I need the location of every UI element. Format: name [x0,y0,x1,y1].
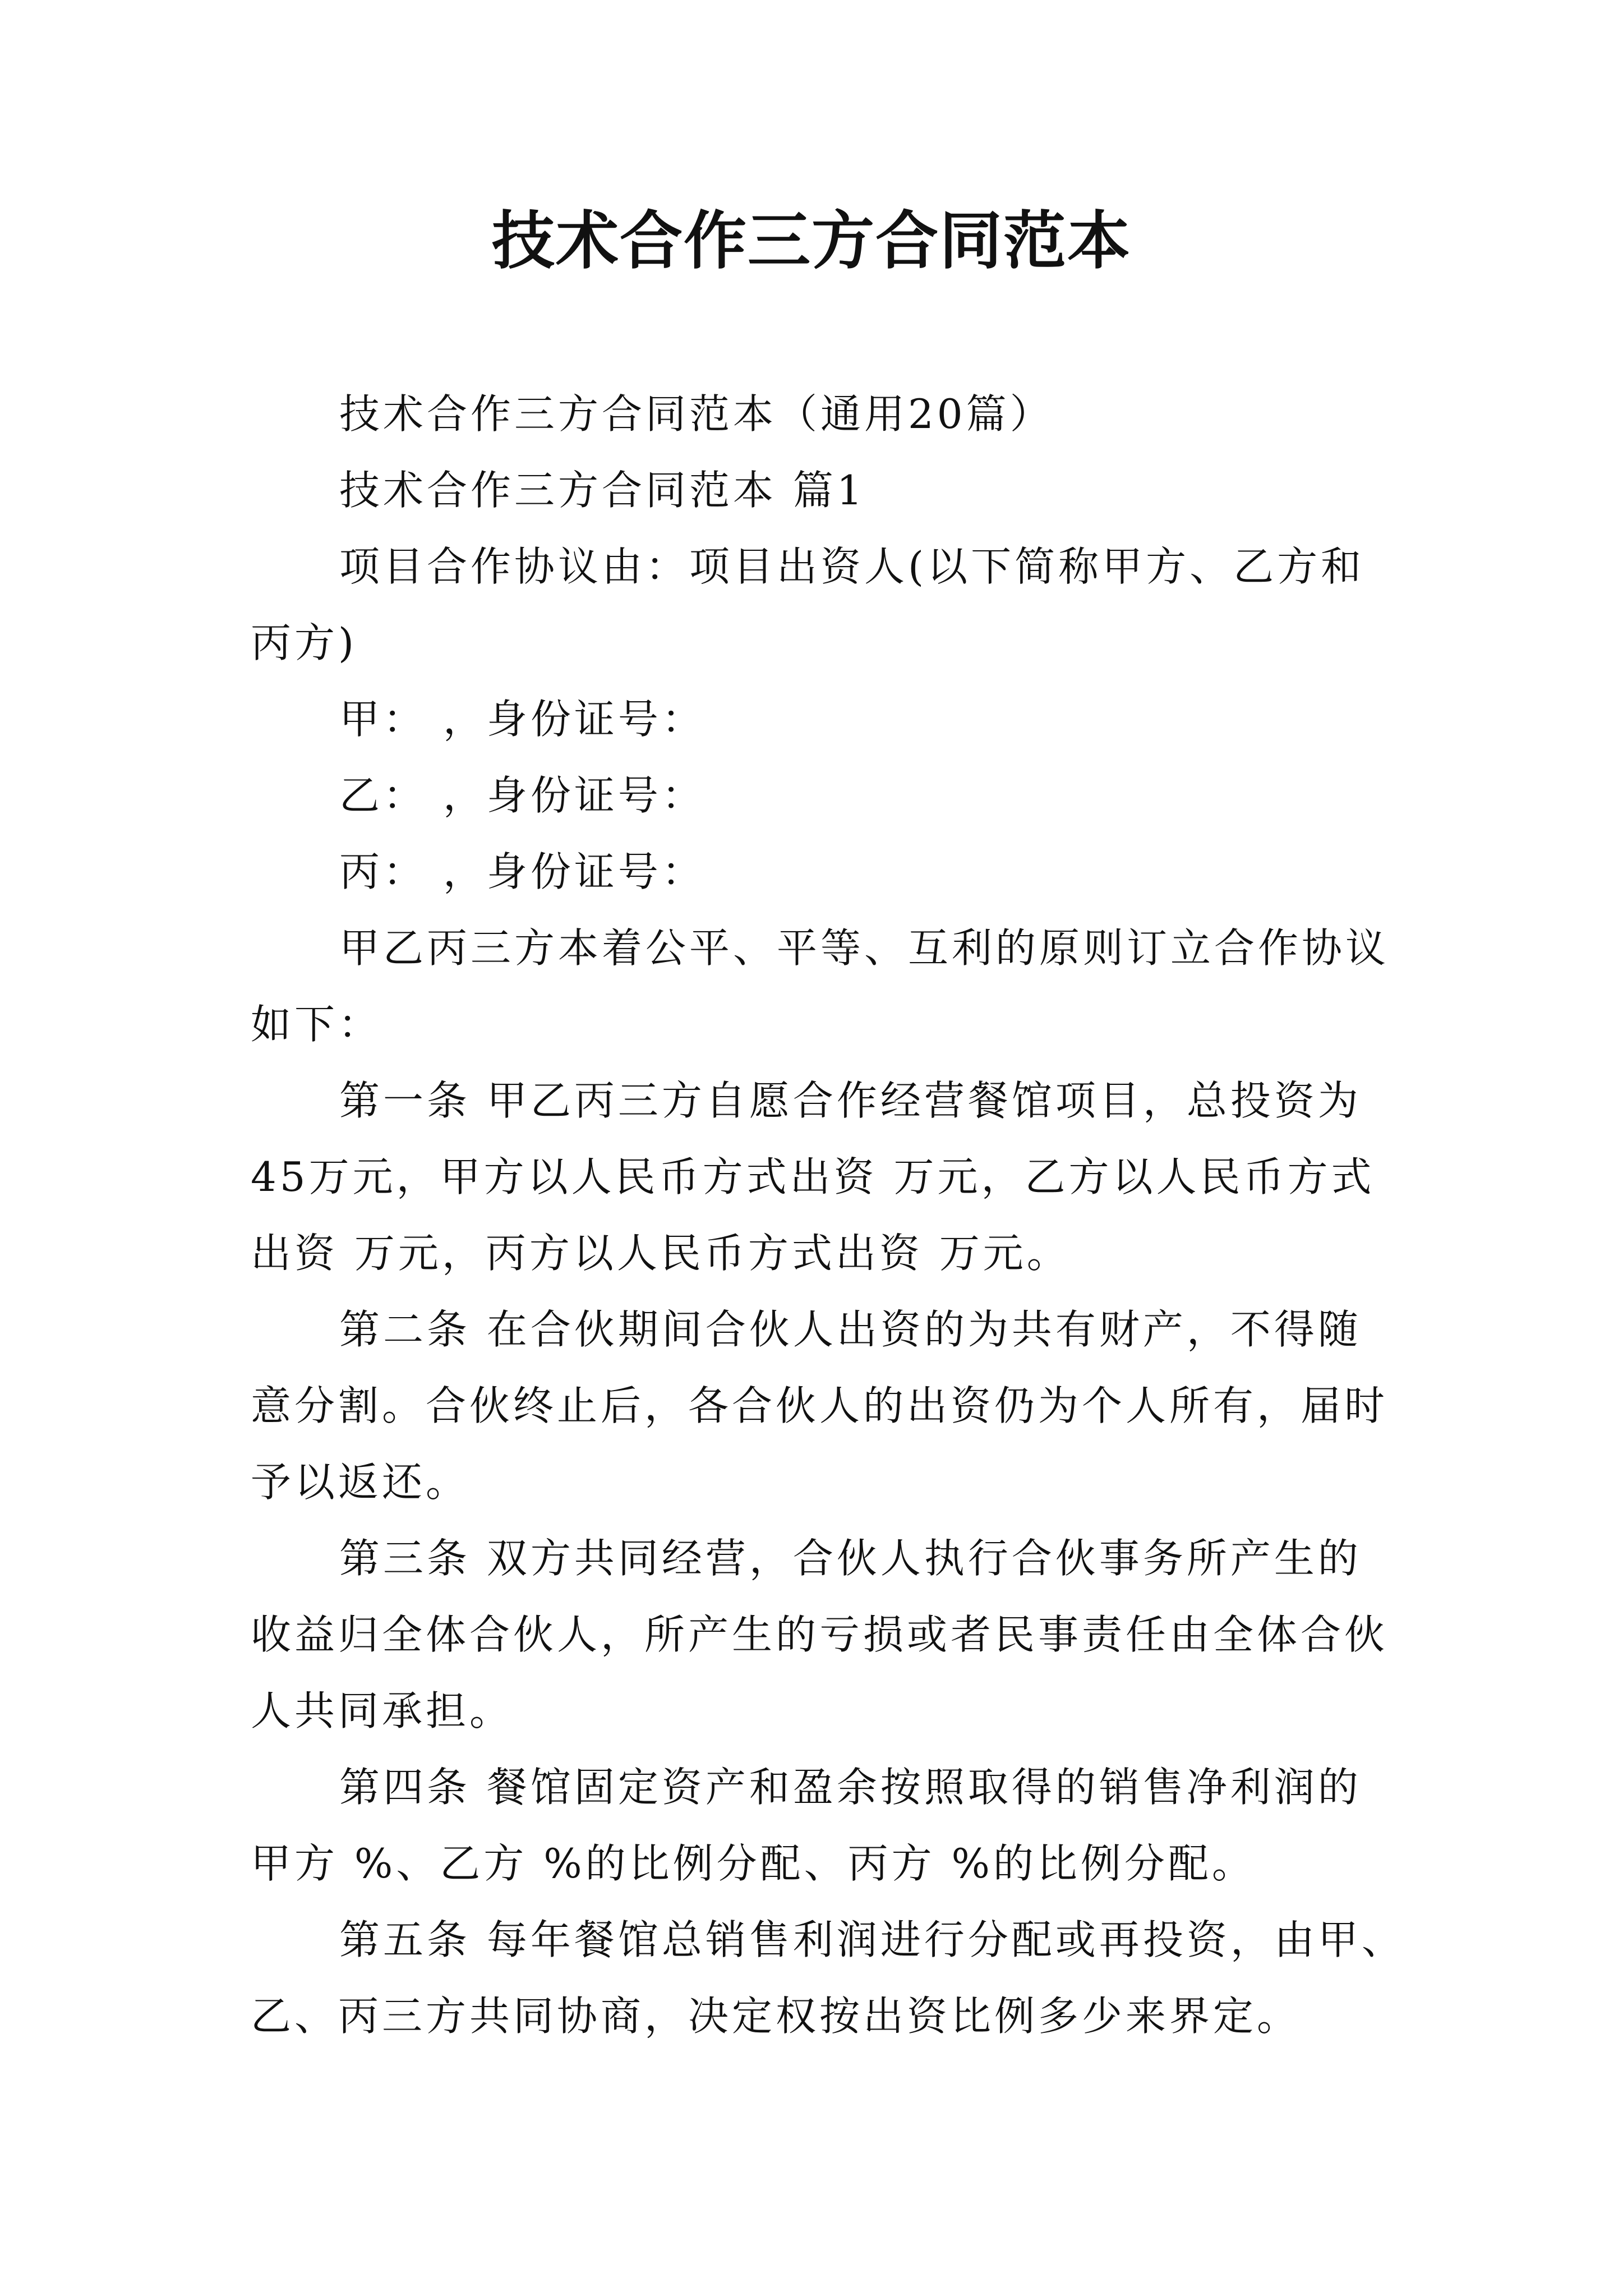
text-line: 45万元，甲方以人民币方式出资 万元，乙方以人民币方式 [251,1153,1375,1200]
text-line: 技术合作三方合同范本（通用20篇） [339,390,1054,438]
paragraph [251,1062,1395,1291]
text-line: 乙： ，身份证号： [339,772,706,819]
text-line: 出资 万元，丙方以人民币方式出资 万元。 [251,1230,1071,1277]
text-line: 意分割。合伙终止后，各合伙人的出资仍为个人所有，届时 [251,1382,1389,1429]
paragraph [251,1520,1395,1749]
paragraph [251,1291,1395,1520]
text-line: 第一条 甲乙丙三方自愿合作经营餐馆项目，总投资为 [339,1077,1362,1124]
paragraph [251,1749,1395,1902]
text-line: 人共同承担。 [251,1687,514,1734]
paragraph [251,452,1395,528]
text-line: 予以返还。 [251,1458,470,1506]
paragraph [251,1902,1405,2054]
text-line: 甲方 %、乙方 %的比例分配、丙方 %的比例分配。 [251,1840,1256,1887]
text-line: 丙： ，身份证号： [339,848,706,895]
paragraph [251,681,1395,757]
paragraph [251,376,1395,452]
text-line: 项目合作协议由：项目出资人(以下简称甲方、乙方和 [339,543,1365,590]
text-line: 收益归全体合伙人，所产生的亏损或者民事责任由全体合伙 [251,1611,1389,1658]
document-body [251,376,1405,2054]
text-line: 第三条 双方共同经营，合伙人执行合伙事务所产生的 [339,1535,1362,1582]
paragraph [251,910,1395,1062]
text-line: 甲： ，身份证号： [339,696,706,743]
paragraph [251,528,1395,681]
text-line: 乙、丙三方共同协商，决定权按出资比例多少来界定。 [251,1993,1301,2040]
paragraph [251,757,1395,834]
text-line: 技术合作三方合同范本 篇1 [339,467,866,514]
text-line: 第二条 在合伙期间合伙人出资的为共有财产，不得随 [339,1306,1362,1353]
text-line: 第四条 餐馆固定资产和盈余按照取得的销售净利润的 [339,1764,1362,1811]
paragraph [251,834,1395,910]
text-line: 甲乙丙三方本着公平、平等、互利的原则订立合作协议 [339,924,1390,972]
text-line: 如下： [251,1001,382,1048]
text-line: 第五条 每年餐馆总销售利润进行分配或再投资，由甲、 [339,1916,1405,1963]
text-line: 丙方) [251,619,358,666]
document-title: 技术合作三方合同范本 [492,205,1131,278]
